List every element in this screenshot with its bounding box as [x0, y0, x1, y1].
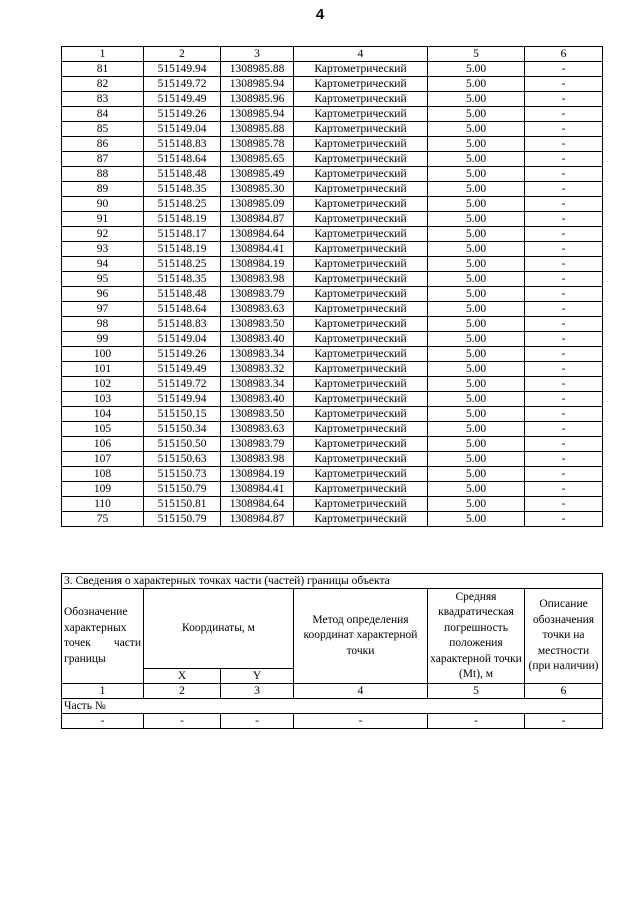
part-label: Часть №: [62, 699, 603, 714]
table-row: [62, 242, 603, 257]
method: Картометрический: [294, 182, 428, 197]
table-row: [62, 227, 603, 242]
description: -: [525, 437, 603, 452]
table-row: [62, 197, 603, 212]
coord-y: 1308985.94: [221, 77, 294, 92]
point-number: 88: [62, 167, 144, 182]
error-value: 5.00: [428, 182, 525, 197]
coord-x: 515149.04: [144, 122, 221, 137]
table-row: [62, 437, 603, 452]
description: -: [525, 407, 603, 422]
coord-y: 1308985.49: [221, 167, 294, 182]
coord-y: 1308983.32: [221, 362, 294, 377]
description: -: [525, 137, 603, 152]
point-number: 90: [62, 197, 144, 212]
header-method: Метод определения координат характерной точки: [294, 589, 428, 684]
coord-x: 515149.26: [144, 347, 221, 362]
description: -: [525, 167, 603, 182]
error-value: 5.00: [428, 167, 525, 182]
table-row: [62, 407, 603, 422]
point-number: 92: [62, 227, 144, 242]
table-row: [62, 332, 603, 347]
table-row: [62, 107, 603, 122]
coord-x: 515150.34: [144, 422, 221, 437]
coord-x: 515149.72: [144, 77, 221, 92]
coord-x: 515149.94: [144, 62, 221, 77]
coord-x: 515150.81: [144, 497, 221, 512]
coord-x: 515148.83: [144, 137, 221, 152]
error-value: 5.00: [428, 452, 525, 467]
method: Картометрический: [294, 77, 428, 92]
col-number: 2: [144, 684, 221, 699]
table-row: [62, 92, 603, 107]
error-value: 5.00: [428, 242, 525, 257]
coord-x: 515148.25: [144, 197, 221, 212]
table-row: [62, 422, 603, 437]
point-number: 86: [62, 137, 144, 152]
point-number: 106: [62, 437, 144, 452]
error-value: 5.00: [428, 287, 525, 302]
col-number: 1: [62, 684, 144, 699]
error-value: 5.00: [428, 137, 525, 152]
coord-y: 1308985.78: [221, 137, 294, 152]
header-point-designation: Обозначение характерных точек части границы: [62, 589, 144, 684]
method: Картометрический: [294, 257, 428, 272]
table-row: [62, 182, 603, 197]
column-number: 3: [221, 47, 294, 62]
method: Картометрический: [294, 272, 428, 287]
coord-y: 1308983.40: [221, 392, 294, 407]
empty-cell: -: [144, 714, 221, 729]
coord-x: 515148.25: [144, 257, 221, 272]
table-row: [62, 152, 603, 167]
method: Картометрический: [294, 347, 428, 362]
header-description: Описание обозначения точки на местности (при наличии): [525, 589, 603, 684]
point-number: 95: [62, 272, 144, 287]
description: -: [525, 182, 603, 197]
error-value: 5.00: [428, 467, 525, 482]
method: Картометрический: [294, 122, 428, 137]
col-number: 6: [525, 684, 603, 699]
point-number: 107: [62, 452, 144, 467]
method: Картометрический: [294, 137, 428, 152]
description: -: [525, 92, 603, 107]
error-value: 5.00: [428, 497, 525, 512]
header-x: X: [144, 669, 221, 684]
method: Картометрический: [294, 62, 428, 77]
point-number: 102: [62, 377, 144, 392]
point-number: 100: [62, 347, 144, 362]
point-number: 85: [62, 122, 144, 137]
coord-y: 1308983.40: [221, 332, 294, 347]
coord-x: 515148.19: [144, 242, 221, 257]
table-header-row: [62, 47, 603, 62]
coord-x: 515148.64: [144, 302, 221, 317]
coord-y: 1308984.87: [221, 212, 294, 227]
coord-y: 1308985.96: [221, 92, 294, 107]
method: Картометрический: [294, 497, 428, 512]
error-value: 5.00: [428, 422, 525, 437]
method: Картометрический: [294, 212, 428, 227]
table-row: [62, 62, 603, 77]
point-number: 104: [62, 407, 144, 422]
coord-x: 515149.04: [144, 332, 221, 347]
description: -: [525, 77, 603, 92]
table-row: [62, 497, 603, 512]
col-number: 5: [428, 684, 525, 699]
column-number: 2: [144, 47, 221, 62]
coord-x: 515149.94: [144, 392, 221, 407]
error-value: 5.00: [428, 362, 525, 377]
table-row: [62, 317, 603, 332]
coord-y: 1308983.50: [221, 407, 294, 422]
description: -: [525, 512, 603, 527]
coord-y: 1308985.88: [221, 122, 294, 137]
table-row: [62, 392, 603, 407]
error-value: 5.00: [428, 377, 525, 392]
method: Картометрический: [294, 407, 428, 422]
error-value: 5.00: [428, 122, 525, 137]
point-number: 105: [62, 422, 144, 437]
error-value: 5.00: [428, 332, 525, 347]
coord-y: 1308985.09: [221, 197, 294, 212]
point-number: 75: [62, 512, 144, 527]
description: -: [525, 302, 603, 317]
coord-y: 1308984.64: [221, 497, 294, 512]
coord-x: 515149.49: [144, 362, 221, 377]
part-boundary-table: [61, 573, 603, 729]
description: -: [525, 212, 603, 227]
column-number: 5: [428, 47, 525, 62]
coord-y: 1308984.41: [221, 242, 294, 257]
method: Картометрический: [294, 437, 428, 452]
coord-x: 515148.48: [144, 167, 221, 182]
method: Картометрический: [294, 362, 428, 377]
description: -: [525, 152, 603, 167]
description: -: [525, 197, 603, 212]
coord-x: 515150.73: [144, 467, 221, 482]
coord-x: 515148.35: [144, 182, 221, 197]
point-number: 93: [62, 242, 144, 257]
coord-x: 515148.64: [144, 152, 221, 167]
coord-y: 1308984.41: [221, 482, 294, 497]
point-number: 97: [62, 302, 144, 317]
error-value: 5.00: [428, 317, 525, 332]
coord-y: 1308983.63: [221, 302, 294, 317]
table-row: [62, 167, 603, 182]
coord-y: 1308984.19: [221, 257, 294, 272]
empty-cell: -: [62, 714, 144, 729]
method: Картометрический: [294, 152, 428, 167]
coord-x: 515150.50: [144, 437, 221, 452]
coord-x: 515148.19: [144, 212, 221, 227]
error-value: 5.00: [428, 77, 525, 92]
coord-y: 1308983.98: [221, 452, 294, 467]
empty-cell: -: [221, 714, 294, 729]
coord-y: 1308985.88: [221, 62, 294, 77]
column-number: 4: [294, 47, 428, 62]
description: -: [525, 272, 603, 287]
coord-x: 515148.35: [144, 272, 221, 287]
method: Картометрический: [294, 287, 428, 302]
table-row: [62, 122, 603, 137]
coord-y: 1308983.63: [221, 422, 294, 437]
empty-cell: -: [294, 714, 428, 729]
description: -: [525, 227, 603, 242]
method: Картометрический: [294, 377, 428, 392]
error-value: 5.00: [428, 62, 525, 77]
error-value: 5.00: [428, 512, 525, 527]
description: -: [525, 107, 603, 122]
table-row: [62, 137, 603, 152]
method: Картометрический: [294, 467, 428, 482]
table-row: [62, 287, 603, 302]
coord-y: 1308985.94: [221, 107, 294, 122]
coord-y: 1308983.34: [221, 347, 294, 362]
coord-y: 1308984.64: [221, 227, 294, 242]
coord-x: 515148.17: [144, 227, 221, 242]
header-error: Средняя квадратическая погрешность положения характерной точки (Mt), м: [428, 589, 525, 684]
coord-x: 515148.83: [144, 317, 221, 332]
description: -: [525, 122, 603, 137]
error-value: 5.00: [428, 392, 525, 407]
method: Картометрический: [294, 92, 428, 107]
error-value: 5.00: [428, 197, 525, 212]
coord-x: 515149.49: [144, 92, 221, 107]
table-row: [62, 377, 603, 392]
coord-x: 515150.79: [144, 512, 221, 527]
error-value: 5.00: [428, 347, 525, 362]
description: -: [525, 347, 603, 362]
description: -: [525, 317, 603, 332]
coord-y: 1308983.98: [221, 272, 294, 287]
method: Картометрический: [294, 482, 428, 497]
table-row: [62, 482, 603, 497]
point-number: 87: [62, 152, 144, 167]
method: Картометрический: [294, 512, 428, 527]
section-title: 3. Сведения о характерных точках части (частей) границы объекта: [62, 574, 603, 589]
table-row: [62, 272, 603, 287]
coord-y: 1308984.87: [221, 512, 294, 527]
description: -: [525, 482, 603, 497]
coord-x: 515148.48: [144, 287, 221, 302]
description: -: [525, 422, 603, 437]
description: -: [525, 377, 603, 392]
table-row: [62, 77, 603, 92]
coord-x: 515150.15: [144, 407, 221, 422]
error-value: 5.00: [428, 212, 525, 227]
table-row: [62, 467, 603, 482]
table-row: [62, 347, 603, 362]
column-number: 6: [525, 47, 603, 62]
description: -: [525, 452, 603, 467]
method: Картометрический: [294, 332, 428, 347]
coord-x: 515150.79: [144, 482, 221, 497]
header-coordinates: Координаты, м: [144, 589, 294, 669]
table-row: [62, 302, 603, 317]
coordinates-table: [61, 46, 603, 527]
coord-x: 515149.72: [144, 377, 221, 392]
error-value: 5.00: [428, 107, 525, 122]
method: Картометрический: [294, 392, 428, 407]
point-number: 94: [62, 257, 144, 272]
coord-y: 1308983.34: [221, 377, 294, 392]
description: -: [525, 287, 603, 302]
point-number: 89: [62, 182, 144, 197]
error-value: 5.00: [428, 92, 525, 107]
point-number: 96: [62, 287, 144, 302]
error-value: 5.00: [428, 437, 525, 452]
method: Картометрический: [294, 167, 428, 182]
method: Картометрический: [294, 302, 428, 317]
method: Картометрический: [294, 452, 428, 467]
method: Картометрический: [294, 197, 428, 212]
table-row: [62, 452, 603, 467]
point-number: 101: [62, 362, 144, 377]
coord-y: 1308983.79: [221, 437, 294, 452]
col-number: 3: [221, 684, 294, 699]
coord-y: 1308983.50: [221, 317, 294, 332]
point-number: 91: [62, 212, 144, 227]
error-value: 5.00: [428, 482, 525, 497]
table-row: [62, 362, 603, 377]
method: Картометрический: [294, 227, 428, 242]
description: -: [525, 362, 603, 377]
point-number: 83: [62, 92, 144, 107]
method: Картометрический: [294, 422, 428, 437]
coord-y: 1308983.79: [221, 287, 294, 302]
point-number: 103: [62, 392, 144, 407]
empty-cell: -: [428, 714, 525, 729]
table-row: [62, 257, 603, 272]
description: -: [525, 62, 603, 77]
error-value: 5.00: [428, 302, 525, 317]
point-number: 98: [62, 317, 144, 332]
table-row: [62, 512, 603, 527]
point-number: 99: [62, 332, 144, 347]
coord-y: 1308985.30: [221, 182, 294, 197]
coord-y: 1308985.65: [221, 152, 294, 167]
error-value: 5.00: [428, 227, 525, 242]
point-number: 110: [62, 497, 144, 512]
description: -: [525, 467, 603, 482]
table-row: [62, 212, 603, 227]
description: -: [525, 497, 603, 512]
coord-y: 1308984.19: [221, 467, 294, 482]
column-number: 1: [62, 47, 144, 62]
method: Картометрический: [294, 317, 428, 332]
method: Картометрический: [294, 107, 428, 122]
error-value: 5.00: [428, 257, 525, 272]
description: -: [525, 392, 603, 407]
point-number: 81: [62, 62, 144, 77]
coord-x: 515149.26: [144, 107, 221, 122]
description: -: [525, 257, 603, 272]
error-value: 5.00: [428, 407, 525, 422]
header-y: Y: [221, 669, 294, 684]
error-value: 5.00: [428, 272, 525, 287]
point-number: 108: [62, 467, 144, 482]
point-number: 82: [62, 77, 144, 92]
col-number: 4: [294, 684, 428, 699]
empty-cell: -: [525, 714, 603, 729]
description: -: [525, 242, 603, 257]
point-number: 84: [62, 107, 144, 122]
method: Картометрический: [294, 242, 428, 257]
description: -: [525, 332, 603, 347]
coord-x: 515150.63: [144, 452, 221, 467]
page-number: 4: [315, 6, 325, 23]
point-number: 109: [62, 482, 144, 497]
error-value: 5.00: [428, 152, 525, 167]
